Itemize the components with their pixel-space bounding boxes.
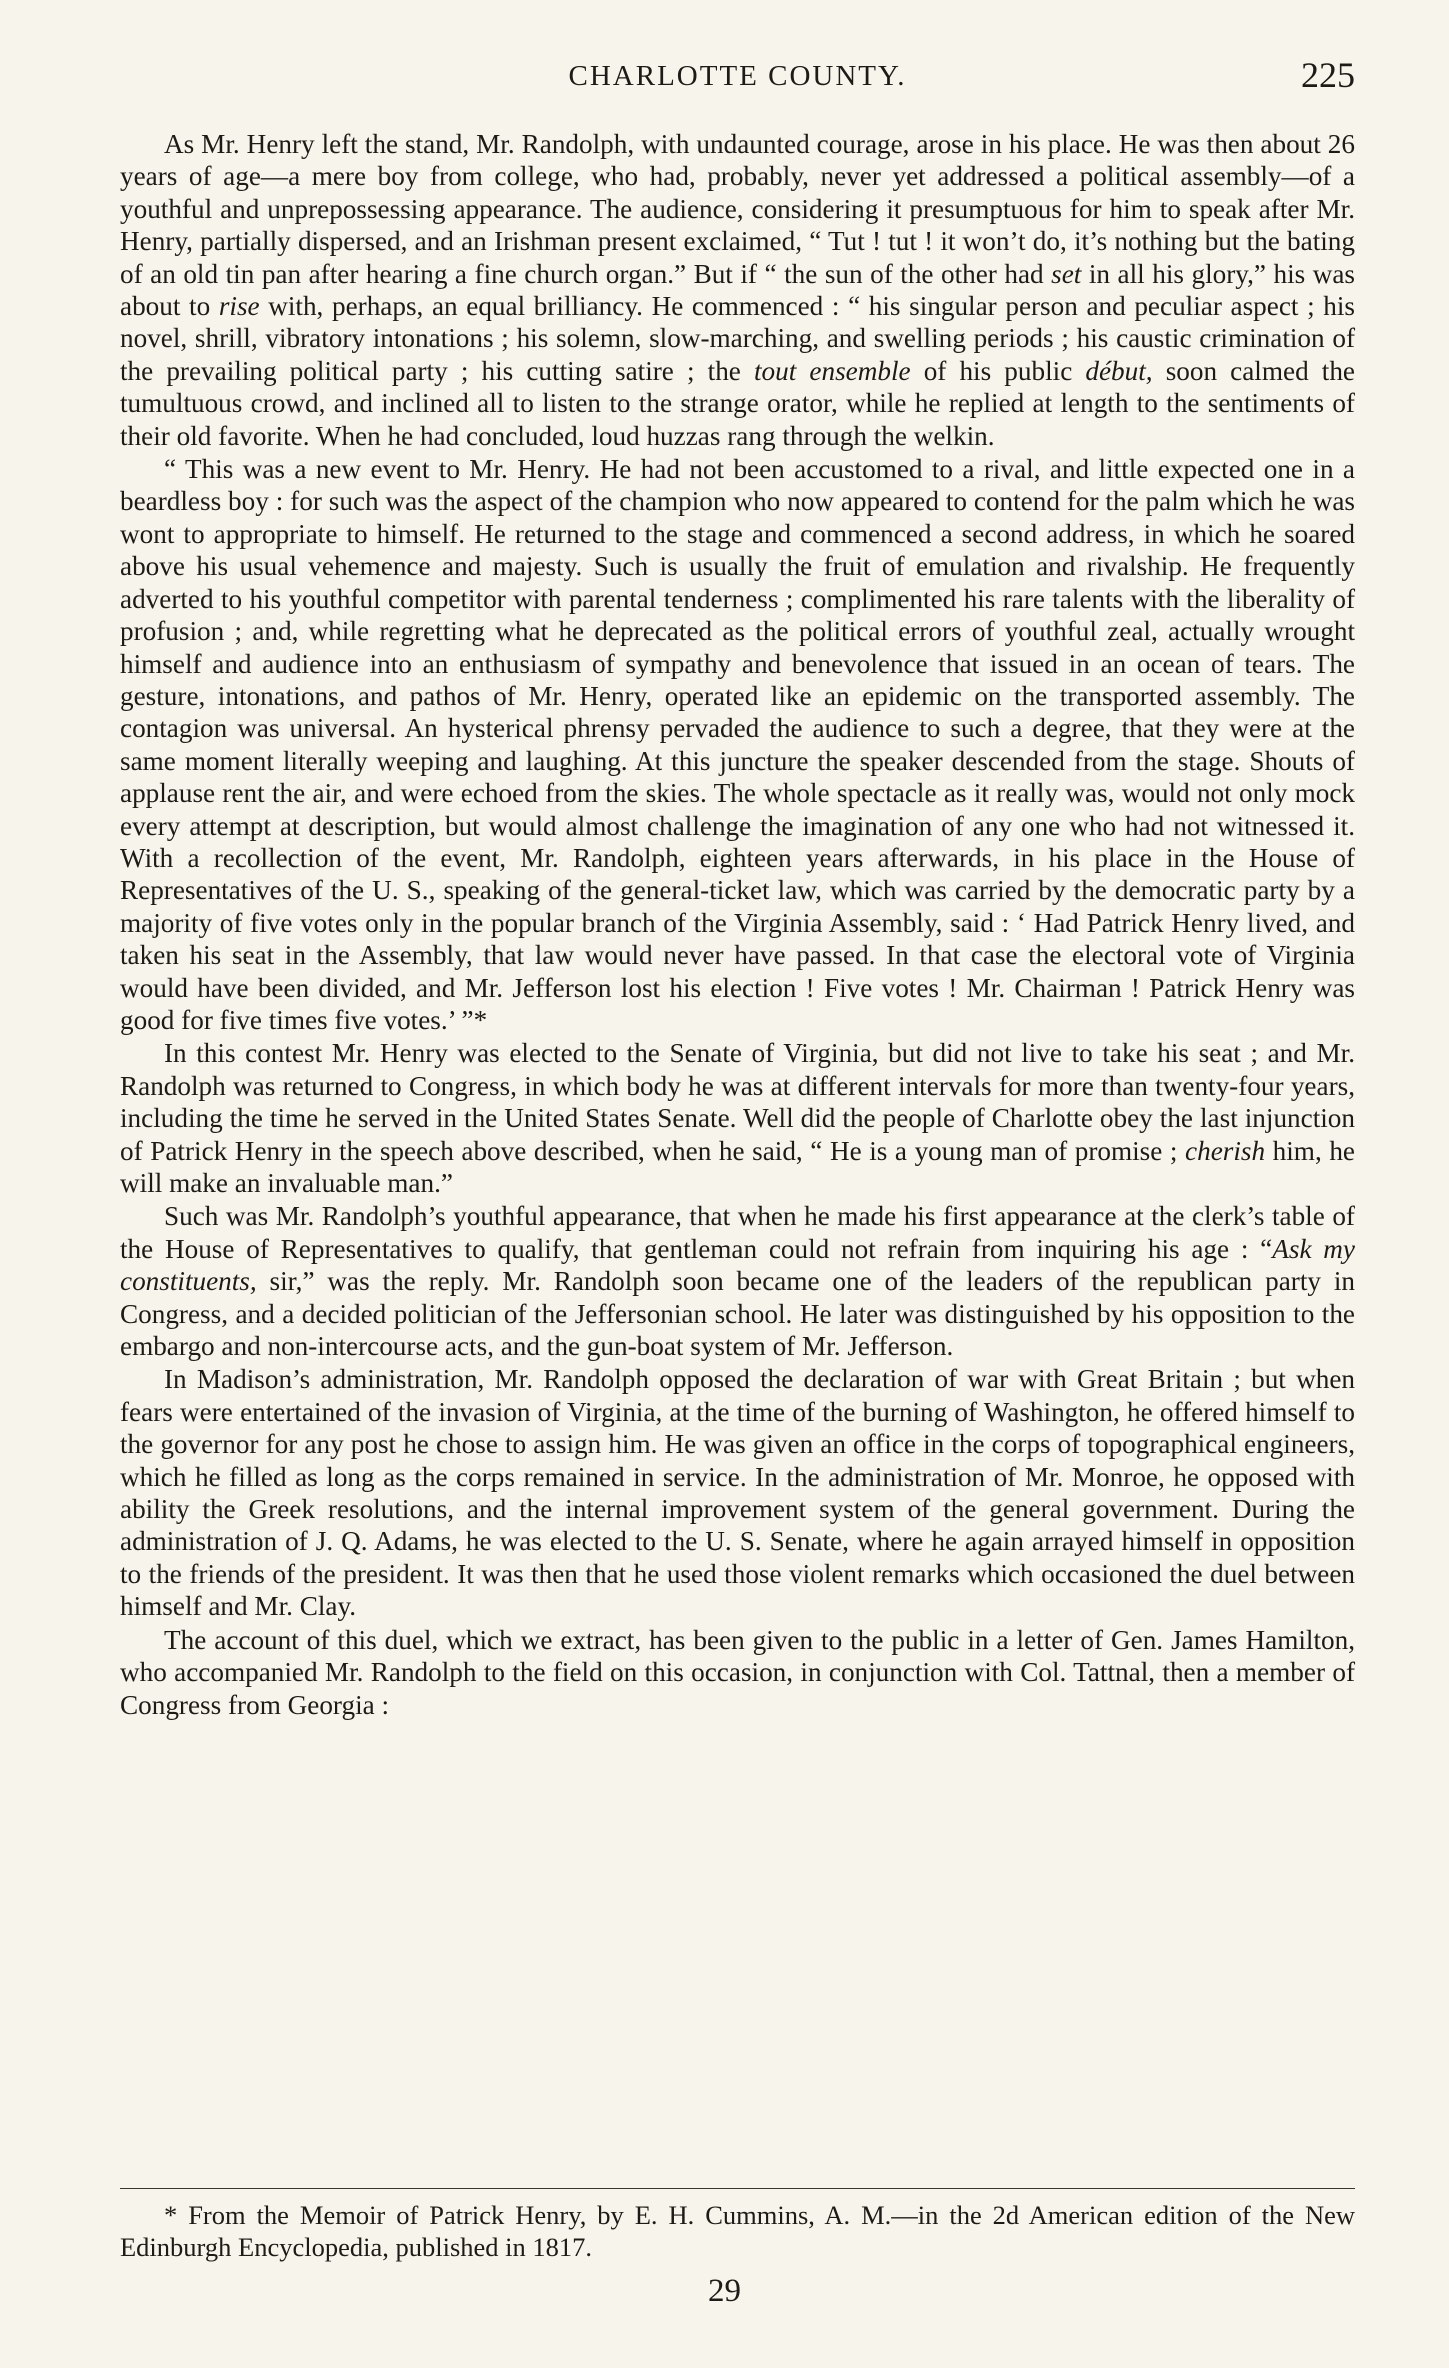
running-title: CHARLOTTE COUNTY. bbox=[568, 60, 907, 92]
signature-mark: 29 bbox=[708, 2273, 741, 2309]
paragraph-duel-account: The account of this duel, which we extract, has been given to the public in a letter of Gen. James Hamilton, who accompanied Mr. Randolph to the field on this occasion, in conjunction with Col. Tattnal, then a member of Congress from Georgia : bbox=[120, 1624, 1355, 1720]
paragraph-randolph-speech: As Mr. Henry left the stand, Mr. Randolph, with undaunted courage, arose in his place. He was then about 26 years of age—a mere boy from college, who had, probably, never yet addressed a political assembly—of a youthful and unprepossessing appearance. The audience, considering it presumptuous for him to speak after Mr. Henry, partially dispersed, and an Irishman present exclaimed, “ Tut ! tut ! it won’t do, it’s nothing but the bating of an old tin pan after hearing a fine church organ.” But if “ the sun of the other had set in all his glory,” his was about to rise with, perhaps, an equal brilliancy. He commenced : “ his singular person and peculiar aspect ; his novel, shrill, vibratory intonations ; his solemn, slow-marching, and swelling periods ; his caustic crimination of the prevailing political party ; his cutting satire ; the tout ensemble of his public début, soon calmed the tumultuous crowd, and inclined all to listen to the strange orator, while he replied at length to the sentiments of their old favorite. When he had concluded, loud huzzas rang through the welkin. bbox=[120, 129, 1356, 451]
footnote-divider bbox=[120, 2188, 1355, 2189]
body-text bbox=[120, 128, 1355, 1721]
paragraph-youthful-appearance: Such was Mr. Randolph’s youthful appearance, that when he made his first appearance at the clerk’s table of the House of Representatives to qualify, that gentleman could not refrain from inquiring his age : “Ask my constituents, sir,” was the reply. Mr. Randolph soon became one of the leaders of the republican party in Congress, and a decided politician of the Jeffersonian school. He later was distinguished by his opposition to the embargo and non-intercourse acts, and the gun-boat system of Mr. Jefferson. bbox=[120, 1201, 1355, 1362]
page-header bbox=[120, 56, 1355, 100]
footnote: * From the Memoir of Patrick Henry, by E. H. Cummins, A. M.—in the 2d American edition of the New Edinburgh Encyclopedia, published in 1817. bbox=[120, 2200, 1355, 2262]
paragraph-senate-contest: In this contest Mr. Henry was elected to the Senate of Virginia, but did not live to take his seat ; and Mr. Randolph was returned to Congress, in which body he was at different intervals for more than twenty-four years, including the time he served in the United States Senate. Well did the people of Charlotte obey the last injunction of Patrick Henry in the speech above described, when he said, “ He is a young man of promise ; cherish him, he will make an invaluable man.” bbox=[120, 1038, 1355, 1198]
page-number: 225 bbox=[1301, 55, 1355, 95]
paragraph-madison-administration: In Madison’s administration, Mr. Randolph opposed the declaration of war with Great Britain ; but when fears were entertained of the invasion of Virginia, at the time of the burning of Washington, he offered himself to the governor for any post he chose to assign him. He was given an office in the corps of topographical engineers, which he filled as long as the corps remained in service. In the administration of Mr. Monroe, he opposed with ability the Greek resolutions, and the internal improvement system of the general government. During the administration of J. Q. Adams, he was elected to the U. S. Senate, where he again arrayed himself in opposition to the friends of the president. It was then that he used those violent remarks which occasioned the duel between himself and Mr. Clay. bbox=[120, 1364, 1355, 1622]
paragraph-henry-reply: “ This was a new event to Mr. Henry. He had not been accustomed to a rival, and little expected one in a beardless boy : for such was the aspect of the champion who now appeared to contend for the palm which he was wont to appropriate to himself. He returned to the stage and commenced a second address, in which he soared above his usual vehemence and majesty. Such is usually the fruit of emulation and rivalship. He frequently adverted to his youthful competitor with parental tenderness ; complimented his rare talents with the liberality of profusion ; and, while regretting what he deprecated as the political errors of youthful zeal, actually wrought himself and audience into an enthusiasm of sympathy and benevolence that issued in an ocean of tears. The gesture, intonations, and pathos of Mr. Henry, operated like an epidemic on the transported assembly. The contagion was universal. An hysterical phrensy pervaded the audience to such a degree, that they were at the same moment literally weeping and laughing. At this juncture the speaker descended from the stage. Shouts of applause rent the air, and were echoed from the skies. The whole spectacle as it really was, would not only mock every attempt at description, but would almost challenge the imagination of any one who had not witnessed it. With a recollection of the event, Mr. Randolph, eighteen years afterwards, in his place in the House of Representatives of the U. S., speaking of the general-ticket law, which was carried by the democratic party by a majority of five votes only in the popular branch of the Virginia Assembly, said : ‘ Had Patrick Henry lived, and taken his seat in the Assembly, that law would never have passed. In that case the electoral vote of Virginia would have been divided, and Mr. Jefferson lost his election ! Five votes ! Mr. Chairman ! Patrick Henry was good for five times five votes.’ ”* bbox=[120, 454, 1355, 1035]
